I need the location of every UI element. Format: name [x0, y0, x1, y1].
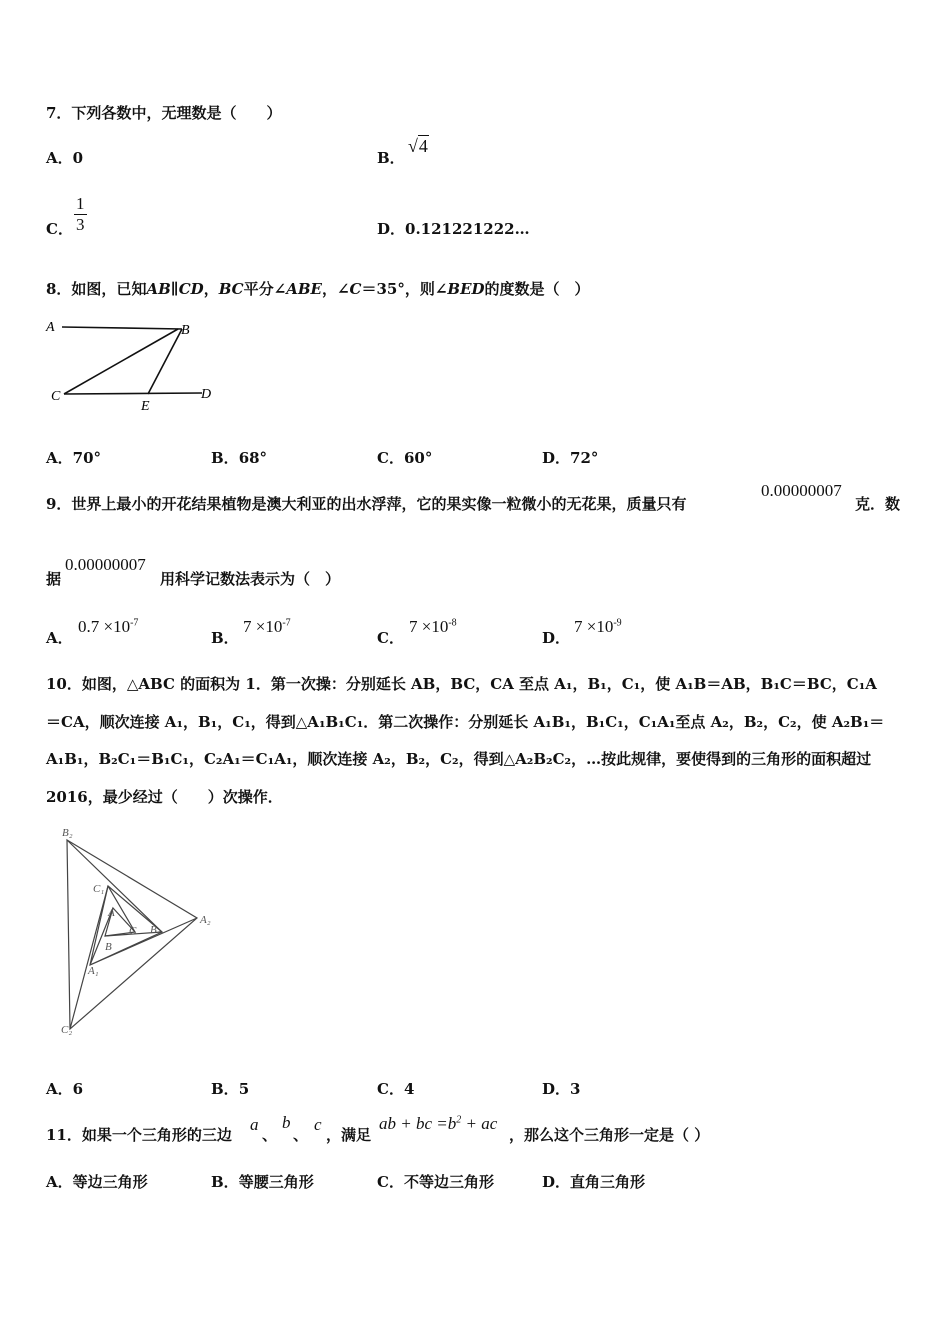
point-label-b: B: [105, 941, 112, 953]
q11-option-d: [542, 1171, 645, 1192]
option-label: B．: [211, 1173, 239, 1191]
exponent: -7: [282, 617, 291, 629]
q11-var-c: c: [314, 1115, 322, 1134]
line-c2-c1: [70, 886, 108, 1029]
q9-stem-line1: 9．世界上最小的开花结果植物是澳大利亚的出水浮萍，它的果实像一粒微小的无花果，质量只有: [46, 495, 687, 513]
point-label-c1: C₁: [93, 883, 105, 895]
stem-text: ，: [203, 280, 219, 298]
option-value: 6: [72, 1080, 84, 1098]
q11-stem-end: ，那么这个三角形一定是（ ）: [509, 1126, 710, 1144]
angle-bed: BED: [447, 280, 485, 298]
base: 10: [265, 617, 283, 636]
line-ab: [62, 327, 182, 329]
base: 10: [596, 617, 614, 636]
equation-rhs-b: b: [447, 1114, 457, 1133]
point-label-a: A: [46, 320, 55, 335]
q9-option-d-label: D．: [542, 629, 571, 647]
option-value: 4: [403, 1080, 415, 1098]
option-label: A．: [46, 449, 73, 467]
q9-option-b-label: B．: [211, 629, 239, 647]
point-label-d: D: [201, 387, 212, 402]
base: 10: [113, 617, 131, 636]
fraction-numerator: 1: [76, 194, 85, 213]
point-label-c: C: [51, 389, 61, 404]
times-symbol: ×: [103, 617, 114, 636]
q9-option-a-value: [78, 617, 138, 637]
q11-option-c: [377, 1171, 494, 1192]
option-value: 70°: [72, 449, 102, 467]
times-symbol: ×: [255, 617, 266, 636]
q9-stem-unit: 克．数: [855, 495, 901, 513]
exponent: -9: [613, 617, 622, 629]
point-label-a: A: [108, 907, 115, 919]
point-label-c: C: [129, 925, 137, 937]
option-value: 0: [72, 149, 84, 167]
point-label-b: B: [181, 323, 190, 338]
q9-data-value: 0.00000007: [65, 555, 146, 574]
q9-option-d-value: [574, 617, 622, 637]
q10-stem-line2: ＝CA，顺次连接 A₁，B₁，C₁，得到△A₁B₁C₁．第二次操作：分别延长 A₁B₁，B₁C₁，C₁A₁至点 A₂，B₂，C₂，使 A₂B₁＝: [46, 713, 885, 731]
q9-option-c-label: C．: [377, 629, 404, 647]
q11-sep1: 、: [262, 1126, 278, 1144]
option-label: A．: [46, 1080, 73, 1098]
point-label-a1: A₁: [88, 965, 99, 977]
stem-text: 的度数是（ ）: [484, 280, 590, 298]
equation-lhs: ab + bc: [379, 1114, 433, 1133]
option-label: B．: [377, 149, 405, 167]
q7-option-a: [46, 147, 83, 168]
q10-option-d: [542, 1078, 580, 1099]
equals-sign: =: [436, 1114, 448, 1133]
q9-option-b-value: [243, 617, 291, 637]
option-label: B．: [211, 449, 239, 467]
equation-rhs-rest: + ac: [461, 1114, 498, 1133]
option-label: C．: [377, 1080, 404, 1098]
option-label: B．: [211, 1080, 239, 1098]
option-label: A．: [46, 149, 73, 167]
q11-sep2: 、: [293, 1126, 309, 1144]
q10-figure: [50, 822, 230, 1042]
q9-mass-value: 0.00000007: [761, 481, 842, 500]
segment-ab: AB: [146, 280, 171, 298]
base: 10: [431, 617, 449, 636]
q7-option-d: [377, 218, 530, 239]
q7-stem: 7．下列各数中，无理数是（ ）: [46, 104, 282, 122]
segment-cd: CD: [178, 280, 204, 298]
times-symbol: ×: [421, 617, 432, 636]
stem-text: ＝35°，则∠: [361, 280, 448, 298]
option-value: 等边三角形: [72, 1173, 148, 1191]
line-cb: [64, 329, 178, 394]
option-label: D．: [377, 220, 406, 238]
q8-option-d: [542, 447, 598, 468]
q10-option-b: [211, 1078, 249, 1099]
q9-stem-line2-end: 用科学记数法表示为（ ）: [160, 570, 341, 588]
coefficient: 0.7: [78, 617, 100, 636]
times-symbol: ×: [586, 617, 597, 636]
q10-option-c: [377, 1078, 414, 1099]
q10-stem-line1: 10．如图，△ABC 的面积为 1．第一次操：分别延长 AB，BC，CA 至点 A₁，B₁，C₁，使 A₁B＝AB，B₁C＝BC，C₁A: [46, 675, 877, 693]
option-value: 5: [238, 1080, 250, 1098]
q9-option-c-value: [409, 617, 457, 637]
sqrt-symbol: √: [408, 136, 418, 156]
option-label: D．: [542, 1080, 571, 1098]
line-be: [148, 329, 182, 394]
q7-option-c-label: C．: [46, 220, 73, 238]
q11-option-b: [211, 1171, 314, 1192]
option-label: C．: [377, 449, 404, 467]
parallel-symbol: ∥: [170, 280, 179, 298]
q11-option-a: [46, 1171, 148, 1192]
q7-option-b: [377, 147, 405, 168]
angle-c: C: [349, 280, 362, 298]
option-value: 3: [570, 1080, 581, 1098]
q8-option-b: [211, 447, 267, 468]
angle-abe: ABE: [286, 280, 322, 298]
option-label: D．: [542, 449, 571, 467]
q10-stem-line3: A₁B₁，B₂C₁＝B₁C₁，C₂A₁＝C₁A₁，顺次连接 A₂，B₂，C₂，得到△A₂B₂C₂，…按此规律，要使得到的三角形的面积超过: [46, 750, 872, 768]
coefficient: 7: [574, 617, 583, 636]
segment-bc: BC: [218, 280, 244, 298]
q8-option-c: [377, 447, 432, 468]
option-label: C．: [377, 1173, 404, 1191]
exponent: -7: [130, 617, 139, 629]
exponent: 2: [456, 1114, 462, 1126]
fraction-denominator: 3: [76, 215, 85, 234]
point-label-c2: C₂: [61, 1024, 73, 1036]
q11-stem-mid: ，满足: [326, 1126, 372, 1144]
option-value: 等腰三角形: [238, 1173, 314, 1191]
line-cd: [64, 393, 202, 394]
stem-text: 平分∠: [243, 280, 287, 298]
q8-figure: [40, 312, 230, 416]
q11-equation: [379, 1114, 497, 1134]
q11-stem-start: 11．如果一个三角形的三边: [46, 1126, 232, 1144]
exponent: -8: [448, 617, 457, 629]
point-label-e: E: [141, 399, 150, 414]
stem-text: 8．如图，已知: [46, 280, 147, 298]
option-value: 直角三角形: [570, 1173, 646, 1191]
sqrt-radicand: 4: [418, 136, 428, 156]
option-value: 72°: [570, 449, 599, 467]
option-label: D．: [542, 1173, 571, 1191]
q9-option-a-label: A．: [46, 629, 73, 647]
option-value: 60°: [403, 449, 433, 467]
point-label-b2: B₂: [62, 827, 73, 839]
q8-option-a: [46, 447, 101, 468]
q7-option-c-fraction: [74, 194, 87, 235]
q10-option-a: [46, 1078, 83, 1099]
point-label-b1: B₁: [150, 924, 161, 936]
option-value: 68°: [238, 449, 268, 467]
coefficient: 7: [243, 617, 252, 636]
coefficient: 7: [409, 617, 418, 636]
point-label-a2: A₂: [200, 914, 211, 926]
option-value: 0.121221222…: [405, 220, 530, 238]
q7-option-b-sqrt: [408, 136, 429, 157]
option-value: 不等边三角形: [403, 1173, 494, 1191]
stem-text: ，∠: [321, 280, 350, 298]
q11-var-a: a: [250, 1115, 259, 1134]
q11-var-b: b: [282, 1113, 291, 1132]
q10-stem-line4: 2016，最少经过（ ）次操作．: [46, 788, 283, 806]
option-label: A．: [46, 1173, 73, 1191]
q9-stem-line2-start: 据: [46, 570, 62, 588]
q8-stem: [46, 278, 590, 299]
